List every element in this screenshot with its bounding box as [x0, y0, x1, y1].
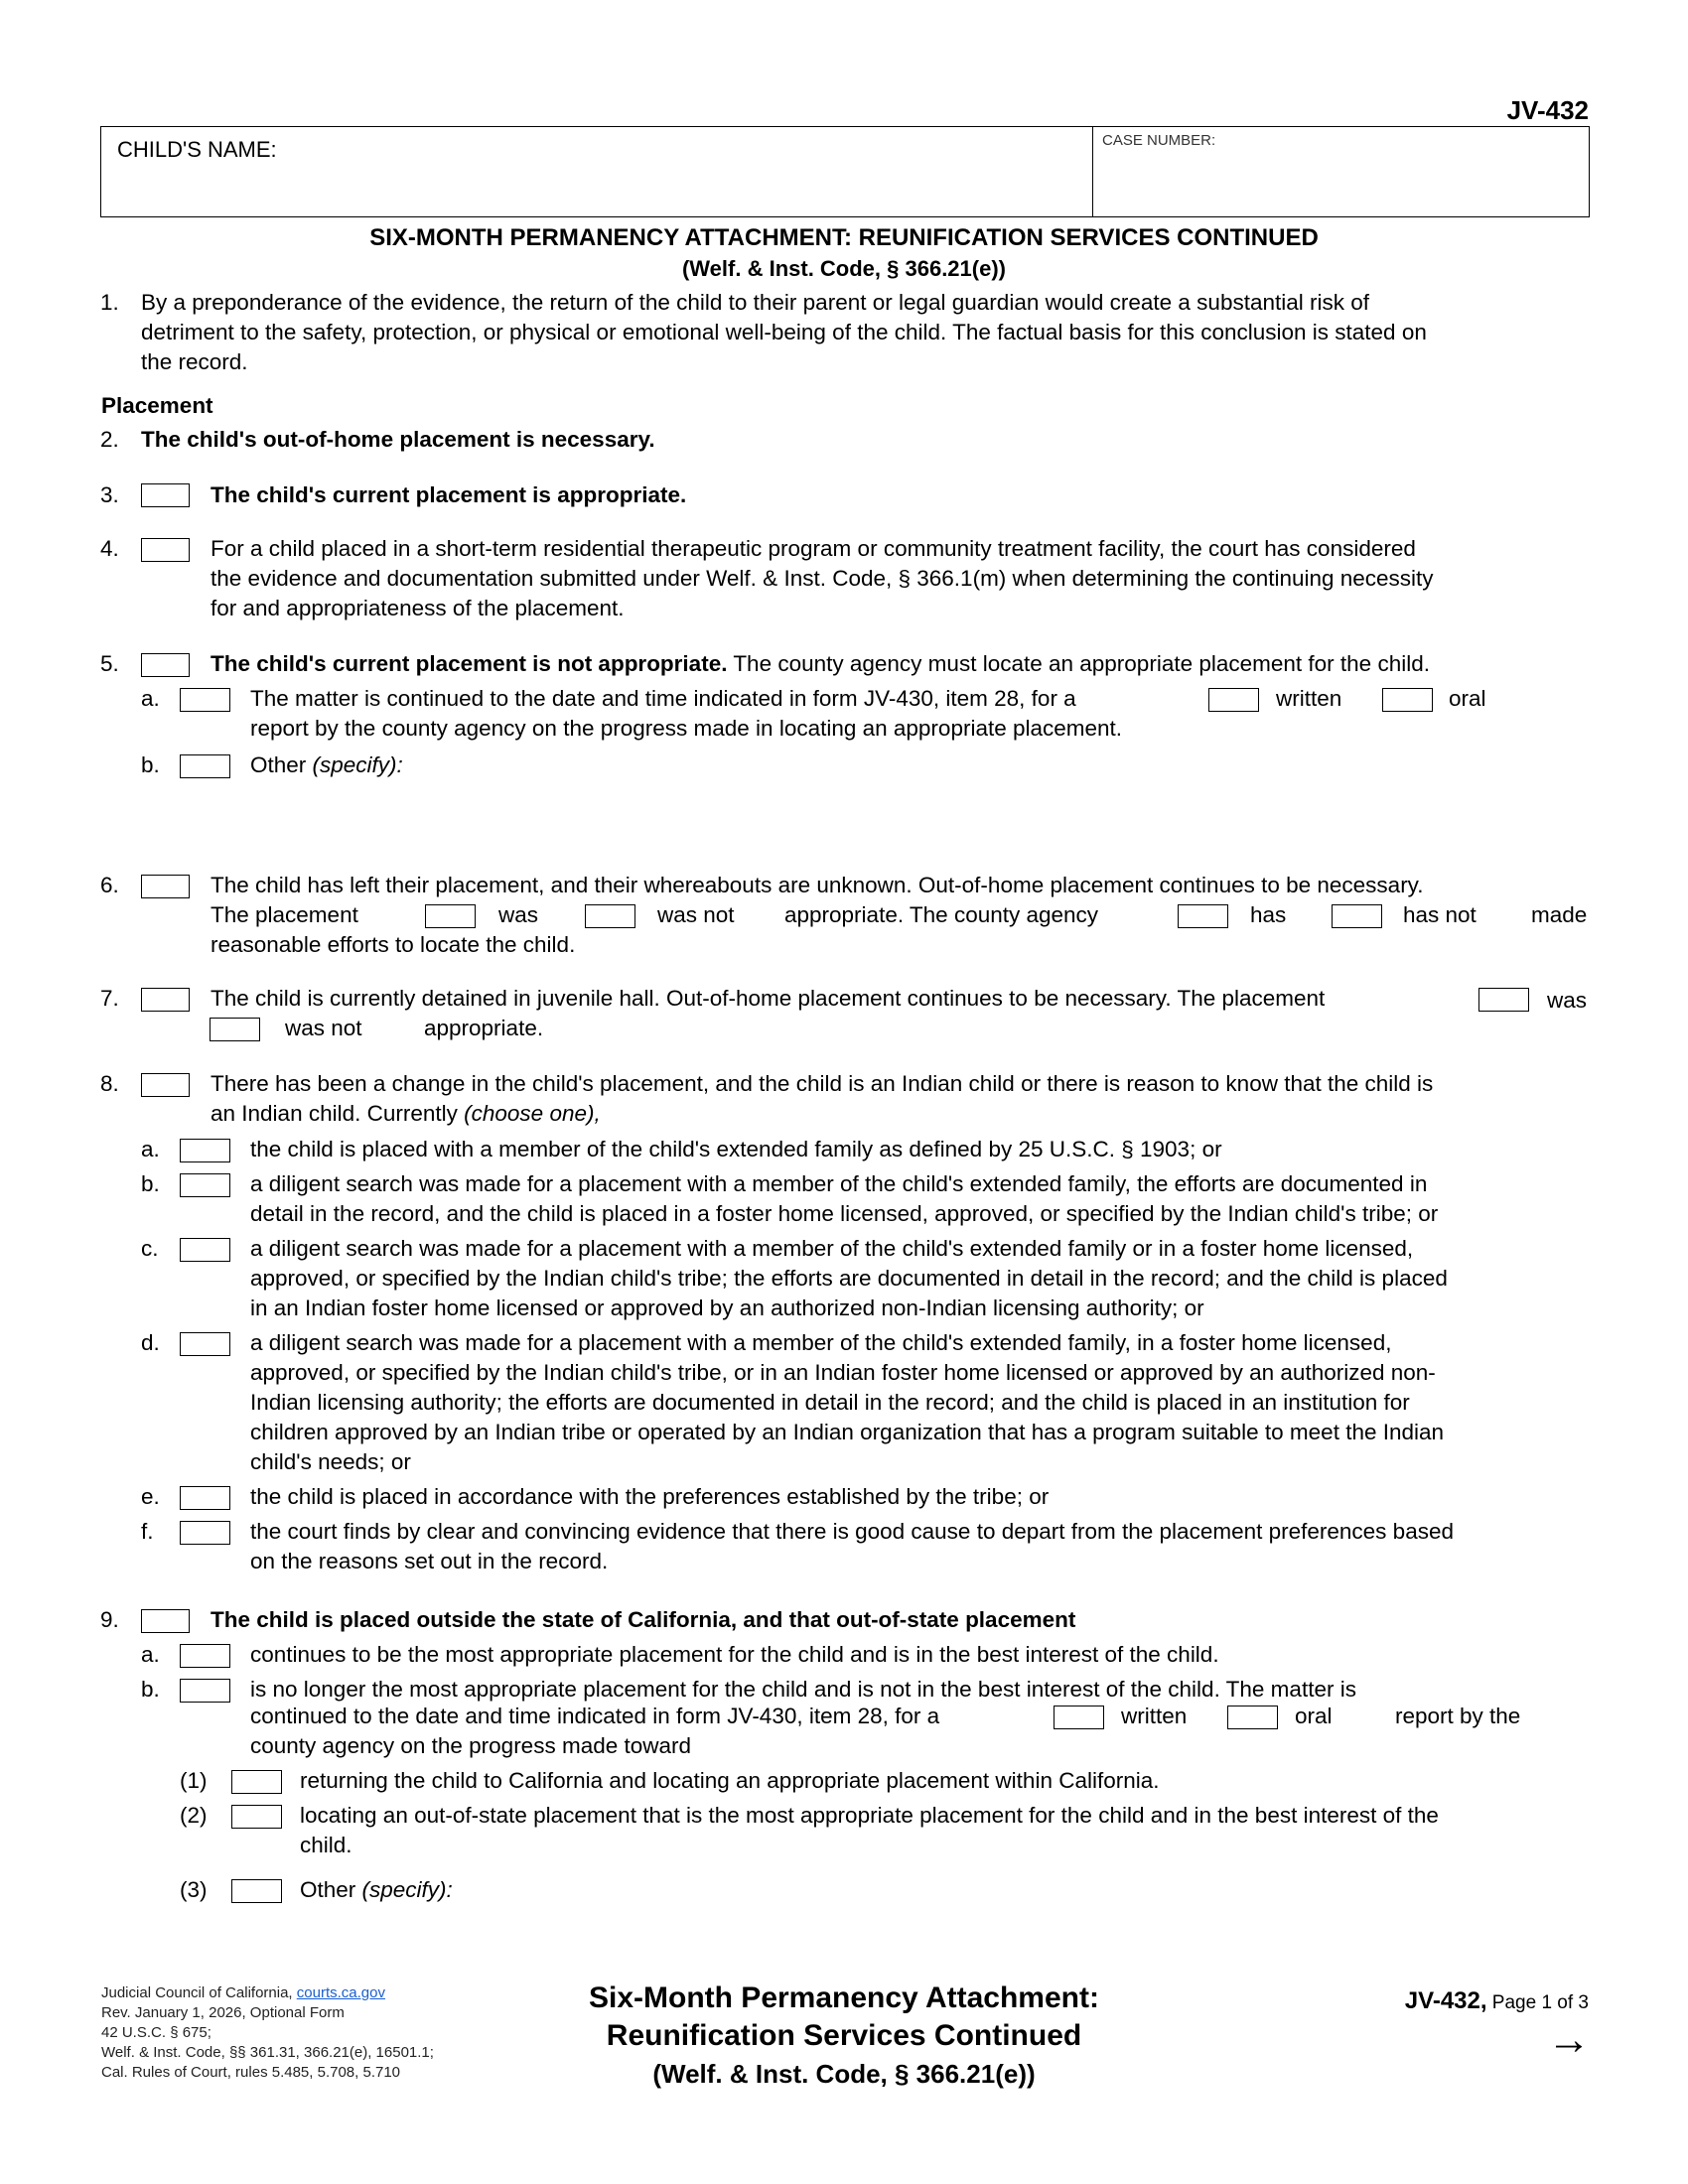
item-9b-letter: b.	[141, 1677, 160, 1702]
item-6-was-not-checkbox[interactable]	[585, 904, 635, 928]
item-6-the-placement: The placement	[211, 902, 358, 927]
item-9b3-specify-field[interactable]	[477, 1875, 1579, 1945]
item-8-line-2	[211, 1099, 601, 1129]
item-6-has-not-label: has not	[1403, 902, 1477, 927]
form-title-code: (Welf. & Inst. Code, § 366.21(e))	[681, 256, 1006, 281]
item-8e-checkbox[interactable]	[180, 1486, 230, 1510]
item-7-was-not-label: was not	[285, 1016, 362, 1040]
item-5b-letter: b.	[141, 752, 160, 777]
item-9-text: The child is placed outside the state of California, and that out-of-state placement	[211, 1607, 1076, 1632]
item-8f-line-1: the court finds by clear and convincing evidence that there is good cause to depart from the placement preferences based	[250, 1519, 1454, 1544]
item-4-line-2: the evidence and documentation submitted under Welf. & Inst. Code, § 366.1(m) when determining the continuing necessity	[211, 566, 1434, 591]
item-5b-specify: (specify):	[312, 752, 403, 777]
item-9b-line-1: is no longer the most appropriate placement for the child and is not in the best interest of the child. The matter is	[250, 1677, 1356, 1702]
item-8e-letter: e.	[141, 1484, 160, 1509]
item-5a-line-2: report by the county agency on the progress made in locating an appropriate placement.	[250, 716, 1123, 741]
childs-name-field[interactable]	[101, 129, 1090, 214]
footer-line-4: Welf. & Inst. Code, §§ 361.31, 366.21(e), 16501.1;	[101, 2044, 434, 2061]
form-title: SIX-MONTH PERMANENCY ATTACHMENT: REUNIFICATION SERVICES CONTINUED	[369, 224, 1319, 251]
item-9b-checkbox[interactable]	[180, 1679, 230, 1703]
item-9-checkbox[interactable]	[141, 1609, 190, 1633]
item-4-line-3: for and appropriateness of the placement.	[211, 596, 625, 620]
courts-link[interactable]: courts.ca.gov	[296, 1984, 385, 2001]
item-8-line-1: There has been a change in the child's placement, and the child is an Indian child or there is reason to know that the child is	[211, 1071, 1434, 1096]
item-9b2-checkbox[interactable]	[231, 1805, 282, 1829]
item-2-number: 2.	[100, 427, 119, 452]
item-5a-checkbox[interactable]	[180, 688, 230, 712]
item-8d-line-3: Indian licensing authority; the efforts are documented in detail in the record; and the child is placed in an institution for	[250, 1390, 1410, 1415]
item-5-text	[211, 649, 1430, 679]
item-9a-letter: a.	[141, 1642, 160, 1667]
item-9b2-line-2: child.	[300, 1833, 352, 1857]
item-7-was-checkbox[interactable]	[1478, 988, 1529, 1012]
item-8-checkbox[interactable]	[141, 1073, 190, 1097]
item-6-line-3: reasonable efforts to locate the child.	[211, 932, 576, 957]
item-2-text: The child's out-of-home placement is necessary.	[141, 427, 655, 452]
item-8c-checkbox[interactable]	[180, 1238, 230, 1262]
footer-line-2: Rev. January 1, 2026, Optional Form	[101, 2004, 345, 2021]
item-3-number: 3.	[100, 482, 119, 507]
item-8f-line-2: on the reasons set out in the record.	[250, 1549, 609, 1573]
footer-form-number: JV-432,	[1404, 1987, 1487, 2014]
item-8c-line-1: a diligent search was made for a placement with a member of the child's extended family or in a foster home licensed,	[250, 1236, 1414, 1261]
item-9b1-number: (1)	[180, 1768, 208, 1793]
item-8d-line-5: child's needs; or	[250, 1449, 411, 1474]
form-number: JV-432	[1506, 95, 1589, 125]
item-5a-oral-label: oral	[1449, 686, 1486, 711]
item-9b-line-3: county agency on the progress made toward	[250, 1733, 692, 1758]
item-7-checkbox[interactable]	[141, 988, 190, 1012]
item-9b-written-checkbox[interactable]	[1054, 1706, 1104, 1729]
item-8-choose-one: (choose one),	[464, 1101, 601, 1126]
item-8d-letter: d.	[141, 1330, 160, 1355]
item-8-currently: an Indian child. Currently	[211, 1101, 465, 1126]
footer-line-1	[101, 1983, 385, 2003]
item-5a-text: The matter is continued to the date and time indicated in form JV-430, item 28, for a	[250, 686, 1076, 711]
item-1-number: 1.	[100, 290, 119, 315]
item-9b-report-by: report by the	[1395, 1704, 1521, 1728]
item-9b3-number: (3)	[180, 1877, 208, 1902]
item-8a-line-1: the child is placed with a member of the child's extended family as defined by 25 U.S.C. § 1903; or	[250, 1137, 1222, 1161]
item-9b3-specify: (specify):	[361, 1877, 453, 1902]
item-6-has-checkbox[interactable]	[1178, 904, 1228, 928]
item-8c-line-2: approved, or specified by the Indian child's tribe; the efforts are documented in detail in the record; and the child is placed	[250, 1266, 1448, 1291]
item-7-appropriate: appropriate.	[424, 1016, 544, 1040]
item-1-line-1: By a preponderance of the evidence, the return of the child to their parent or legal guardian would create a substantial risk of	[141, 290, 1370, 315]
item-9b1-checkbox[interactable]	[231, 1770, 282, 1794]
item-4-checkbox[interactable]	[141, 538, 190, 562]
item-6-appropriate-agency: appropriate. The county agency	[784, 902, 1099, 927]
placement-heading: Placement	[101, 393, 213, 418]
item-9b-line-2: continued to the date and time indicated in form JV-430, item 28, for a	[250, 1704, 940, 1728]
footer-title-1: Six-Month Permanency Attachment:	[589, 1981, 1099, 2014]
item-8e-line-1: the child is placed in accordance with the preferences established by the tribe; or	[250, 1484, 1050, 1509]
item-8d-line-1: a diligent search was made for a placement with a member of the child's extended family, in a foster home licensed,	[250, 1330, 1392, 1355]
item-9b1-text: returning the child to California and locating an appropriate placement within California.	[300, 1768, 1160, 1793]
item-7-line-1: The child is currently detained in juvenile hall. Out-of-home placement continues to be necessary. The placement	[211, 986, 1326, 1011]
case-number-field[interactable]	[1094, 129, 1587, 214]
footer-page	[1405, 1987, 1589, 2015]
item-5b-text	[250, 751, 403, 780]
item-8b-line-2: detail in the record, and the child is placed in a foster home licensed, approved, or specified by the Indian child's tribe; or	[250, 1201, 1439, 1226]
item-8a-letter: a.	[141, 1137, 160, 1161]
item-8c-letter: c.	[141, 1236, 159, 1261]
item-8d-line-4: children approved by an Indian tribe or operated by an Indian organization that has a program suitable to meet the Indian	[250, 1420, 1445, 1444]
item-8c-line-3: in an Indian foster home licensed or approved by an authorized non-Indian licensing authority; or	[250, 1296, 1204, 1320]
item-7-was-not-checkbox[interactable]	[210, 1018, 260, 1041]
item-1-line-2: detriment to the safety, protection, or physical or emotional well-being of the child. The factual basis for this conclusion is stated on	[141, 320, 1427, 344]
header-divider	[1092, 126, 1093, 217]
footer-council: Judicial Council of California,	[101, 1984, 297, 2001]
item-8a-checkbox[interactable]	[180, 1139, 230, 1162]
item-9b-oral-label: oral	[1295, 1704, 1333, 1728]
item-3-text: The child's current placement is appropriate.	[211, 482, 687, 507]
item-9a-checkbox[interactable]	[180, 1644, 230, 1668]
item-9b2-line-1: locating an out-of-state placement that is the most appropriate placement for the child and in the best interest of the	[300, 1803, 1439, 1828]
item-9-number: 9.	[100, 1607, 119, 1632]
item-5a-letter: a.	[141, 686, 160, 711]
case-number-label: CASE NUMBER:	[1102, 132, 1216, 149]
item-6-was-checkbox[interactable]	[425, 904, 476, 928]
item-6-number: 6.	[100, 873, 119, 897]
item-9b2-number: (2)	[180, 1803, 208, 1828]
item-7-number: 7.	[100, 986, 119, 1011]
item-4-number: 4.	[100, 536, 119, 561]
item-8f-checkbox[interactable]	[180, 1521, 230, 1545]
item-8d-checkbox[interactable]	[180, 1332, 230, 1356]
item-8b-line-1: a diligent search was made for a placement with a member of the child's extended family, the efforts are documented in	[250, 1171, 1428, 1196]
childs-name-label: CHILD'S NAME:	[117, 137, 277, 162]
footer-title-code: (Welf. & Inst. Code, § 366.21(e))	[652, 2059, 1036, 2089]
item-3-checkbox[interactable]	[141, 483, 190, 507]
item-1-line-3: the record.	[141, 349, 248, 374]
item-5a-written-label: written	[1276, 686, 1342, 711]
item-5-bold: The child's current placement is not appropriate.	[211, 651, 728, 676]
item-8b-checkbox[interactable]	[180, 1173, 230, 1197]
item-9b-oral-checkbox[interactable]	[1227, 1706, 1278, 1729]
footer-line-3: 42 U.S.C. § 675;	[101, 2024, 211, 2041]
item-5b-other: Other	[250, 752, 313, 777]
next-page-arrow-icon[interactable]: →	[1547, 2015, 1591, 2064]
item-6-made: made	[1531, 902, 1588, 927]
item-5b-checkbox[interactable]	[180, 754, 230, 778]
footer-page-number: Page 1 of 3	[1486, 1992, 1589, 2013]
item-8-number: 8.	[100, 1071, 119, 1096]
item-6-was-label: was	[498, 902, 539, 927]
item-6-has-label: has	[1250, 902, 1287, 927]
item-6-line-1: The child has left their placement, and their whereabouts are unknown. Out-of-home placement continues to be necessary.	[211, 873, 1424, 897]
item-5-checkbox[interactable]	[141, 653, 190, 677]
item-8b-letter: b.	[141, 1171, 160, 1196]
item-6-was-not-label: was not	[657, 902, 735, 927]
footer-title-2: Reunification Services Continued	[606, 2019, 1082, 2052]
footer-line-5: Cal. Rules of Court, rules 5.485, 5.708, 5.710	[101, 2064, 401, 2081]
item-9b3-text	[300, 1875, 453, 1905]
item-5-rest: The county agency must locate an appropriate placement for the child.	[727, 651, 1430, 676]
item-8f-letter: f.	[141, 1519, 154, 1544]
item-9b3-other: Other	[300, 1877, 362, 1902]
item-9a-text: continues to be the most appropriate placement for the child and is in the best interest of the child.	[250, 1642, 1219, 1667]
item-6-has-not-checkbox[interactable]	[1332, 904, 1382, 928]
item-5-number: 5.	[100, 651, 119, 676]
item-6-checkbox[interactable]	[141, 875, 190, 898]
item-5a-oral-checkbox[interactable]	[1382, 688, 1433, 712]
item-5b-specify-field[interactable]	[437, 751, 1579, 840]
item-4-line-1: For a child placed in a short-term residential therapeutic program or community treatment facility, the court has considered	[211, 536, 1416, 561]
item-8d-line-2: approved, or specified by the Indian child's tribe, or in an Indian foster home licensed or approved by an authorized non-	[250, 1360, 1436, 1385]
item-5a-written-checkbox[interactable]	[1208, 688, 1259, 712]
item-7-was-label: was	[1547, 988, 1588, 1013]
item-9b-written-label: written	[1121, 1704, 1188, 1728]
item-9b3-checkbox[interactable]	[231, 1879, 282, 1903]
